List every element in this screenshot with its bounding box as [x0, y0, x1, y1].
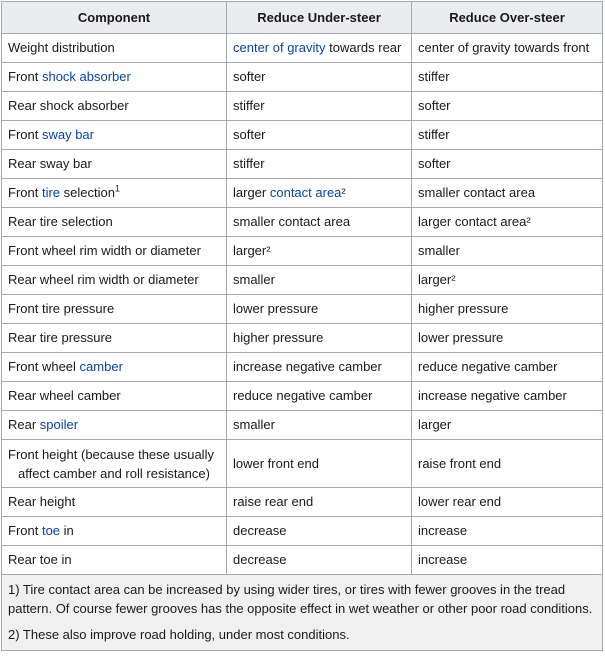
over-steer-text: lower rear end [418, 494, 502, 509]
under-steer-cell [227, 208, 412, 237]
over-steer-text: higher pressure [418, 301, 509, 316]
component-text-suffix: selection [60, 185, 115, 200]
under-steer-cell [227, 92, 412, 121]
table-row [2, 488, 603, 517]
under-steer-text: larger² [233, 243, 271, 258]
over-steer-text: larger contact area² [418, 214, 531, 229]
component-text: Rear tire selection [8, 214, 113, 229]
table-row [2, 517, 603, 546]
component-text: Front wheel [8, 359, 80, 374]
over-steer-text: smaller [418, 243, 460, 258]
under-steer-cell [227, 440, 412, 488]
table-row [2, 121, 603, 150]
over-steer-cell [412, 546, 603, 575]
component-text: Weight distribution [8, 40, 115, 55]
table-row [2, 353, 603, 382]
component-text: Front [8, 69, 42, 84]
over-steer-cell [412, 440, 603, 488]
component-cell [2, 488, 227, 517]
table-row [2, 34, 603, 63]
under-steer-text: lower front end [233, 455, 319, 471]
over-steer-text: softer [418, 98, 451, 113]
under-steer-text: raise rear end [233, 494, 314, 509]
component-text-suffix: in [60, 523, 74, 538]
component-cell [2, 517, 227, 546]
component-text: Rear height [8, 494, 76, 509]
over-steer-text: softer [418, 156, 451, 171]
over-steer-cell [412, 237, 603, 266]
component-link[interactable]: sway bar [41, 127, 94, 142]
under-steer-link[interactable]: contact area [269, 185, 342, 200]
component-text: Front [8, 185, 42, 200]
component-cell [2, 179, 227, 208]
header-reduce-under-steer: Reduce Under-steer [227, 2, 412, 34]
over-steer-cell [412, 324, 603, 353]
footnote-2: 2) These also improve road holding, under most conditions. [8, 627, 350, 642]
under-steer-cell [227, 517, 412, 546]
under-steer-text: softer [233, 69, 266, 84]
component-cell [2, 324, 227, 353]
notes-row [2, 575, 603, 651]
header-row [2, 2, 603, 34]
over-steer-text: increase negative camber [418, 388, 567, 403]
component-cell [2, 237, 227, 266]
steering-comparison-table [1, 1, 603, 651]
component-link[interactable]: toe [41, 523, 61, 538]
component-cell [2, 546, 227, 575]
over-steer-cell [412, 208, 603, 237]
under-steer-cell [227, 121, 412, 150]
component-text: Rear sway bar [8, 156, 92, 171]
over-steer-cell [412, 34, 603, 63]
over-steer-cell [412, 295, 603, 324]
component-cell [2, 150, 227, 179]
under-steer-cell [227, 353, 412, 382]
steering-table-container [1, 1, 602, 651]
over-steer-cell [412, 63, 603, 92]
over-steer-text: raise front end [418, 455, 502, 471]
component-text-line2: affect camber and roll resistance) [18, 465, 210, 481]
under-steer-text: decrease [233, 552, 287, 567]
table-row [2, 150, 603, 179]
table-row [2, 440, 603, 488]
table-row [2, 208, 603, 237]
component-text: Front [8, 127, 42, 142]
under-steer-cell [227, 411, 412, 440]
under-steer-cell [227, 488, 412, 517]
under-steer-text: lower pressure [233, 301, 319, 316]
component-text: Front [8, 523, 42, 538]
under-steer-link[interactable]: center of gravity [233, 40, 326, 55]
table-row [2, 382, 603, 411]
component-text: Rear [8, 417, 40, 432]
over-steer-cell [412, 121, 603, 150]
component-cell [2, 121, 227, 150]
over-steer-cell [412, 382, 603, 411]
under-steer-text: smaller [233, 272, 275, 287]
under-steer-cell [227, 324, 412, 353]
under-steer-text: stiffer [233, 98, 265, 113]
over-steer-text: stiffer [418, 69, 450, 84]
component-text: Front height (because these usually [8, 446, 214, 462]
component-cell [2, 440, 227, 488]
under-steer-text: reduce negative camber [233, 388, 373, 403]
under-steer-cell [227, 150, 412, 179]
component-cell [2, 353, 227, 382]
table-row [2, 324, 603, 353]
under-steer-cell [227, 63, 412, 92]
footnotes-cell [2, 575, 603, 651]
over-steer-cell [412, 411, 603, 440]
component-link[interactable]: camber [79, 359, 123, 374]
over-steer-text: increase [418, 552, 468, 567]
over-steer-cell [412, 266, 603, 295]
under-steer-cell [227, 179, 412, 208]
over-steer-text: larger² [418, 272, 456, 287]
over-steer-text: center of gravity towards front [418, 40, 590, 55]
over-steer-cell [412, 150, 603, 179]
table-row [2, 546, 603, 575]
under-steer-cell [227, 34, 412, 63]
component-link[interactable]: spoiler [39, 417, 79, 432]
under-steer-cell [227, 266, 412, 295]
table-row [2, 179, 603, 208]
over-steer-text: stiffer [418, 127, 450, 142]
under-steer-text: decrease [233, 523, 287, 538]
under-steer-cell [227, 237, 412, 266]
component-text: Front wheel rim width or diameter [8, 243, 201, 258]
over-steer-cell [412, 517, 603, 546]
component-text: Rear wheel rim width or diameter [8, 272, 199, 287]
under-steer-text-prefix: larger [233, 185, 270, 200]
component-cell [2, 34, 227, 63]
component-link[interactable]: tire [41, 185, 61, 200]
table-row [2, 266, 603, 295]
component-cell [2, 92, 227, 121]
under-steer-text: stiffer [233, 156, 265, 171]
header-reduce-over-steer: Reduce Over-steer [412, 2, 603, 34]
under-steer-text: increase negative camber [233, 359, 382, 374]
component-text: Rear wheel camber [8, 388, 121, 403]
component-cell [2, 382, 227, 411]
table-row [2, 63, 603, 92]
component-link[interactable]: shock absorber [41, 69, 131, 84]
over-steer-cell [412, 353, 603, 382]
over-steer-cell [412, 179, 603, 208]
under-steer-text: smaller contact area [233, 214, 351, 229]
over-steer-cell [412, 92, 603, 121]
over-steer-text: smaller contact area [418, 185, 536, 200]
component-text: Rear tire pressure [8, 330, 113, 345]
over-steer-text: lower pressure [418, 330, 504, 345]
header-component: Component [2, 2, 227, 34]
under-steer-text: softer [233, 127, 266, 142]
under-steer-text: smaller [233, 417, 275, 432]
component-text: Rear shock absorber [8, 98, 129, 113]
over-steer-text: reduce negative camber [418, 359, 558, 374]
over-steer-text: increase [418, 523, 468, 538]
table-row [2, 411, 603, 440]
under-steer-text: towards rear [325, 40, 402, 55]
over-steer-text: larger [418, 417, 452, 432]
component-cell [2, 266, 227, 295]
component-cell [2, 208, 227, 237]
under-steer-cell [227, 295, 412, 324]
over-steer-cell [412, 488, 603, 517]
footnote-1: 1) Tire contact area can be increased by using wider tires, or tires with fewer grooves in the tread pattern. Of course fewer grooves has the opposite effect in wet weather or other poor road conditions. [8, 582, 593, 616]
component-text: Rear toe in [8, 552, 72, 567]
under-steer-text: higher pressure [233, 330, 324, 345]
under-steer-cell [227, 382, 412, 411]
component-cell [2, 411, 227, 440]
table-row [2, 237, 603, 266]
table-body [2, 34, 603, 575]
under-steer-text: ² [341, 185, 346, 200]
component-text: Front tire pressure [8, 301, 115, 316]
table-row [2, 295, 603, 324]
footnote-marker[interactable]: 1 [114, 183, 120, 194]
under-steer-cell [227, 546, 412, 575]
table-row [2, 92, 603, 121]
component-cell [2, 63, 227, 92]
component-cell [2, 295, 227, 324]
